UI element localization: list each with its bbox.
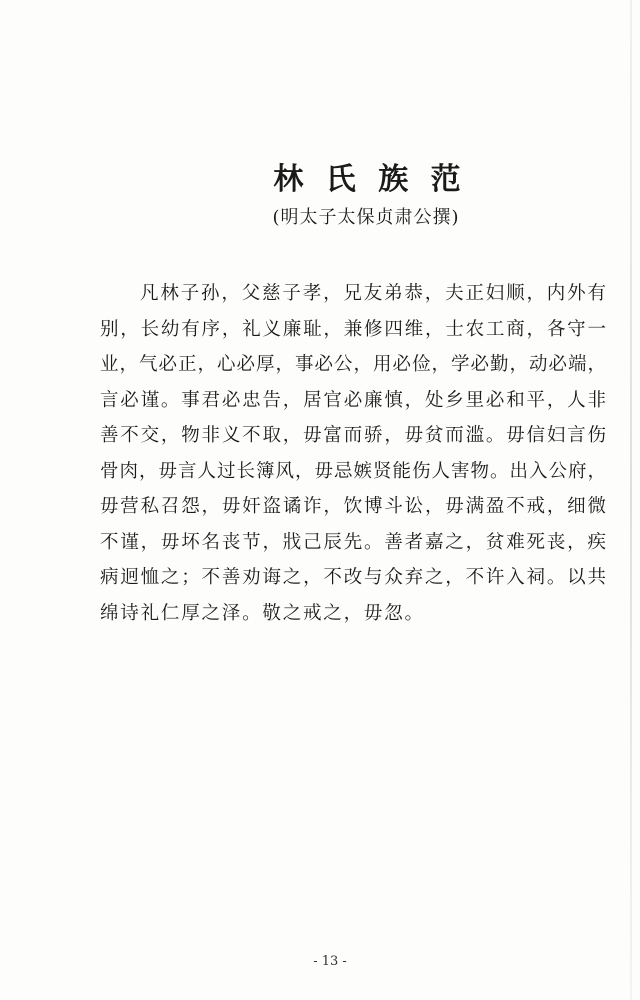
page-subtitle: (明太子太保贞肃公撰)	[272, 207, 460, 228]
page-title: 林 氏 族 范	[273, 162, 467, 197]
page-edge	[630, 0, 632, 1000]
body-line: 骨肉，毋言人过长簿风，毋忌嫉贤能伤人害物。出入公府，	[100, 460, 606, 482]
body-line: 不谨，毋坏名丧节，戕己辰先。善者嘉之，贫难死丧，疾	[100, 531, 606, 553]
body-line: 凡林子孙，父慈子孝，兄友弟恭，夫正妇顺，内外有	[140, 283, 606, 304]
body-line: 绵诗礼仁厚之泽。敬之戒之，毋忽。	[100, 602, 425, 624]
body-line: 言必谨。事君必忠告，居官必廉慎，处乡里必和平，人非	[100, 389, 606, 411]
body-line: 病迥恤之；不善劝诲之，不改与众弃之，不许入祠。以共	[100, 567, 606, 588]
body-line: 别，长幼有序，礼义廉耻，兼修四维，士农工商，各守一	[100, 318, 606, 340]
body-line: 业，气必正，心必厚，事必公，用必俭，学必勤，动必端，	[100, 354, 606, 375]
body-line: 善不交，物非义不取，毋富而骄，毋贫而滥。毋信妇言伤	[100, 425, 606, 446]
body-text	[100, 276, 606, 631]
body-line: 毋营私召怨，毋奸盗谲诈，饮博斗讼，毋满盈不戒，细微	[100, 496, 606, 517]
page-number: - 13 -	[313, 954, 347, 969]
